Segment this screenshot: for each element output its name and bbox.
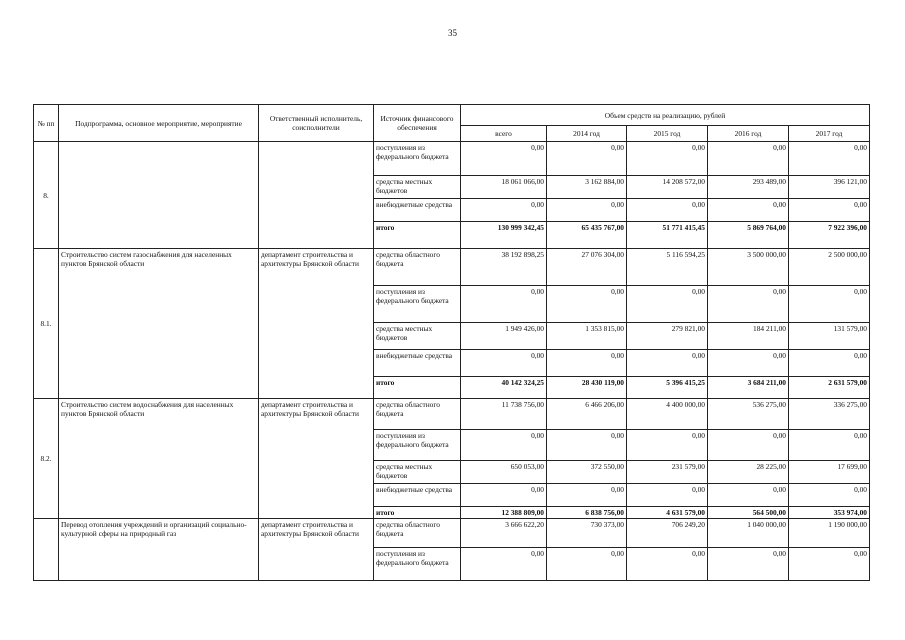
amount-cell: 0,00 (708, 286, 789, 323)
page-number: 35 (448, 28, 457, 38)
amount-cell: 353 974,00 (789, 507, 870, 519)
table-row (34, 142, 870, 176)
amount-cell: 0,00 (547, 350, 627, 377)
funding-source: средства местных бюджетов (374, 461, 461, 484)
amount-cell: 5 869 764,00 (708, 222, 789, 249)
amount-cell: 336 275,00 (789, 399, 870, 430)
amount-cell: 184 211,00 (708, 323, 789, 350)
amount-cell: 650 053,00 (461, 461, 547, 484)
row-number: 8.2. (34, 399, 59, 519)
amount-cell: 0,00 (627, 430, 708, 461)
amount-cell: 0,00 (461, 142, 547, 176)
amount-cell: 14 208 572,00 (627, 176, 708, 199)
funding-source: поступления из федерального бюджета (374, 430, 461, 461)
amount-cell: 6 838 756,00 (547, 507, 627, 519)
amount-cell: 38 192 898,25 (461, 249, 547, 286)
amount-cell: 706 249,20 (627, 519, 708, 548)
amount-cell: 4 631 579,00 (627, 507, 708, 519)
table-body (34, 142, 870, 581)
funding-source: итого (374, 222, 461, 249)
amount-cell: 293 489,00 (708, 176, 789, 199)
amount-cell: 131 579,00 (789, 323, 870, 350)
header-num: № пп (34, 105, 59, 142)
funding-source: поступления из федерального бюджета (374, 142, 461, 176)
amount-cell: 0,00 (789, 199, 870, 222)
funding-source: средства областного бюджета (374, 399, 461, 430)
amount-cell: 396 121,00 (789, 176, 870, 199)
amount-cell: 0,00 (789, 286, 870, 323)
amount-cell: 0,00 (789, 430, 870, 461)
amount-cell: 0,00 (789, 350, 870, 377)
amount-cell: 0,00 (547, 199, 627, 222)
amount-cell: 2 631 579,00 (789, 377, 870, 399)
amount-cell: 40 142 324,25 (461, 377, 547, 399)
amount-cell: 1 353 815,00 (547, 323, 627, 350)
amount-cell: 372 550,00 (547, 461, 627, 484)
header-year-2017: 2017 год (789, 126, 870, 142)
header-volume: Объем средств на реализацию, рублей (461, 105, 870, 126)
row-number: 8.1. (34, 249, 59, 399)
funding-source: средства местных бюджетов (374, 176, 461, 199)
amount-cell: 51 771 415,45 (627, 222, 708, 249)
amount-cell: 18 061 066,00 (461, 176, 547, 199)
executor-name: департамент строительства и архитектуры Брянской области (259, 249, 374, 399)
amount-cell: 0,00 (461, 286, 547, 323)
amount-cell: 65 435 767,00 (547, 222, 627, 249)
funding-source: поступления из федерального бюджета (374, 548, 461, 581)
executor-name: департамент строительства и архитектуры Брянской области (259, 399, 374, 519)
funding-source: средства областного бюджета (374, 519, 461, 548)
amount-cell: 7 922 396,00 (789, 222, 870, 249)
amount-cell: 12 388 809,00 (461, 507, 547, 519)
amount-cell: 0,00 (461, 199, 547, 222)
executor-name (259, 142, 374, 249)
amount-cell: 27 076 304,00 (547, 249, 627, 286)
row-number: 8. (34, 142, 59, 249)
amount-cell: 0,00 (789, 484, 870, 507)
funding-source: поступления из федерального бюджета (374, 286, 461, 323)
amount-cell: 0,00 (708, 548, 789, 581)
amount-cell: 17 699,00 (789, 461, 870, 484)
amount-cell: 0,00 (627, 286, 708, 323)
program-name: Строительство систем водоснабжения для населенных пунктов Брянской области (59, 399, 259, 519)
amount-cell: 2 500 000,00 (789, 249, 870, 286)
row-number (34, 519, 59, 581)
amount-cell: 0,00 (461, 350, 547, 377)
amount-cell: 0,00 (627, 484, 708, 507)
header-year-2014: 2014 год (547, 126, 627, 142)
funding-source: средства областного бюджета (374, 249, 461, 286)
header-row-1 (34, 105, 870, 126)
amount-cell: 5 116 594,25 (627, 249, 708, 286)
amount-cell: 3 500 000,00 (708, 249, 789, 286)
amount-cell: 0,00 (547, 548, 627, 581)
funding-source: внебюджетные средства (374, 484, 461, 507)
funding-source: итого (374, 377, 461, 399)
amount-cell: 3 684 211,00 (708, 377, 789, 399)
amount-cell: 0,00 (627, 548, 708, 581)
amount-cell: 1 949 426,00 (461, 323, 547, 350)
amount-cell: 0,00 (708, 430, 789, 461)
header-executor: Ответственный исполнитель, соисполнители (259, 105, 374, 142)
amount-cell: 0,00 (708, 142, 789, 176)
amount-cell: 0,00 (708, 350, 789, 377)
program-name: Перевод отопления учреждений и организаций социально-культурной сферы на природный газ (59, 519, 259, 581)
amount-cell: 130 999 342,45 (461, 222, 547, 249)
amount-cell: 0,00 (461, 484, 547, 507)
amount-cell: 0,00 (708, 484, 789, 507)
program-name (59, 142, 259, 249)
amount-cell: 3 162 884,00 (547, 176, 627, 199)
header-source: Источник финансового обеспечения (374, 105, 461, 142)
amount-cell: 0,00 (789, 548, 870, 581)
amount-cell: 564 500,00 (708, 507, 789, 519)
amount-cell: 0,00 (708, 199, 789, 222)
amount-cell: 28 430 119,00 (547, 377, 627, 399)
amount-cell: 3 666 622,20 (461, 519, 547, 548)
header-year-total: всего (461, 126, 547, 142)
amount-cell: 279 821,00 (627, 323, 708, 350)
amount-cell: 11 738 756,00 (461, 399, 547, 430)
header-year-2015: 2015 год (627, 126, 708, 142)
amount-cell: 0,00 (461, 430, 547, 461)
table-row (34, 399, 870, 430)
executor-name: департамент строительства и архитектуры Брянской области (259, 519, 374, 581)
amount-cell: 0,00 (627, 199, 708, 222)
program-name: Строительство систем газоснабжения для населенных пунктов Брянской области (59, 249, 259, 399)
amount-cell: 0,00 (547, 286, 627, 323)
budget-table (33, 104, 870, 581)
header-year-2016: 2016 год (708, 126, 789, 142)
funding-source: итого (374, 507, 461, 519)
amount-cell: 0,00 (789, 142, 870, 176)
funding-source: внебюджетные средства (374, 350, 461, 377)
amount-cell: 536 275,00 (708, 399, 789, 430)
amount-cell: 730 373,00 (547, 519, 627, 548)
funding-source: внебюджетные средства (374, 199, 461, 222)
amount-cell: 0,00 (627, 142, 708, 176)
amount-cell: 0,00 (461, 548, 547, 581)
amount-cell: 0,00 (547, 484, 627, 507)
amount-cell: 0,00 (547, 430, 627, 461)
table-row (34, 519, 870, 548)
amount-cell: 28 225,00 (708, 461, 789, 484)
amount-cell: 1 040 000,00 (708, 519, 789, 548)
amount-cell: 1 190 000,00 (789, 519, 870, 548)
amount-cell: 6 466 206,00 (547, 399, 627, 430)
header-program: Подпрограмма, основное мероприятие, мероприятие (59, 105, 259, 142)
amount-cell: 0,00 (627, 350, 708, 377)
funding-source: средства местных бюджетов (374, 323, 461, 350)
amount-cell: 0,00 (547, 142, 627, 176)
table-row (34, 249, 870, 286)
amount-cell: 5 396 415,25 (627, 377, 708, 399)
amount-cell: 231 579,00 (627, 461, 708, 484)
amount-cell: 4 400 000,00 (627, 399, 708, 430)
